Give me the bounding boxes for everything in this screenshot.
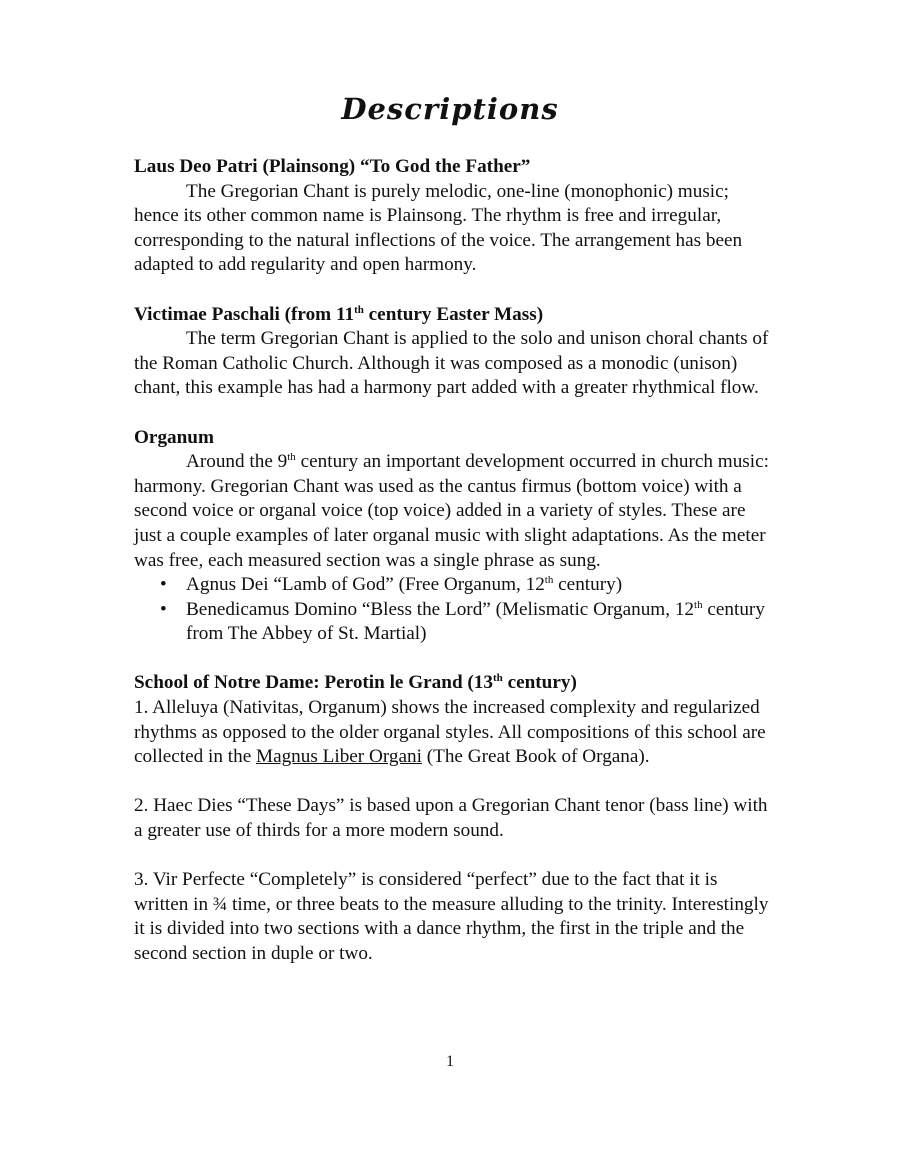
spacer: [134, 278, 774, 303]
superscript: th: [493, 672, 503, 685]
superscript: th: [354, 303, 364, 316]
heading-text: Victimae Paschali (from 11: [134, 303, 355, 325]
notre-dame-item-2: 2. Haec Dies “These Days” is based upon a Gregorian Chant tenor (bass line) with a greater use of thirds for a more modern sound.: [134, 795, 768, 842]
superscript: th: [544, 574, 554, 587]
spacer: [134, 844, 774, 869]
notre-dame-item-3: 3. Vir Perfecte “Completely” is considered “perfect” due to the fact that it is written in ¾ time, or three beats to the measure alluding to the trinity. Interestingly it is divided into two sections with a dance rhythm, the first in the triple and the second section in duple or two.: [134, 869, 769, 964]
section-heading-organum: Organum: [134, 426, 214, 448]
section-heading-notre-dame: [134, 671, 774, 696]
list-item-text: Agnus Dei “Lamb of God” (Free Organum, 12: [186, 574, 545, 596]
section-body-victimae-paschali: The term Gregorian Chant is applied to the solo and unison choral chants of the Roman Catholic Church. Although it was composed as a monodic (unison) chant, this example has had a harmony part added with a greater rhythmical flow.: [134, 328, 769, 399]
bullet-icon: •: [160, 574, 167, 596]
body-text: 1. Alleluya (Nativitas, Organum) shows the increased complexity and regularized rhythms as opposed to the older organal styles. All compositions of this school are collected in the: [134, 697, 766, 768]
section-heading-laus-deo-patri: Laus Deo Patri (Plainsong) “To God the Father”: [134, 156, 531, 177]
heading-text: century Easter Mass): [363, 303, 544, 325]
book-title: Magnus Liber Organi: [256, 746, 422, 768]
superscript: th: [694, 598, 703, 611]
organum-examples-list: [134, 573, 774, 647]
page-number: 1: [446, 1053, 454, 1070]
heading-text: School of Notre Dame: Perotin le Grand (13: [134, 672, 493, 694]
list-item-text: century from The Abbey of St. Martial): [186, 598, 765, 645]
list-item-text: Benedicamus Domino “Bless the Lord” (Melismatic Organum, 12: [186, 598, 695, 620]
bullet-icon: •: [160, 598, 167, 620]
body-text: Around the 9: [186, 451, 288, 473]
section-heading-victimae-paschali: [134, 303, 774, 328]
notre-dame-item-1: [134, 696, 774, 770]
body-text: (The Great Book of Organa).: [421, 746, 650, 768]
heading-text: century): [502, 672, 577, 694]
spacer: [134, 647, 774, 672]
document-body: [134, 155, 774, 967]
spacer: [134, 401, 774, 426]
list-item: [160, 573, 774, 598]
superscript: th: [287, 451, 296, 464]
page-title: Descriptions: [341, 92, 559, 126]
list-item-text: century): [553, 574, 623, 596]
spacer: [134, 770, 774, 795]
section-body-laus-deo-patri: The Gregorian Chant is purely melodic, one-line (monophonic) music; hence its other common name is Plainsong. The rhythm is free and irregular, corresponding to the natural inflections of the voice. The arrangement has been adapted to add regularity and open harmony.: [134, 180, 743, 276]
list-item: [160, 598, 774, 647]
section-body-organum: [134, 450, 774, 573]
body-text: century an important development occurred in church music: harmony. Gregorian Chant was used as the cantus firmus (bottom voice) with a second voice or organal voice (top voice) added in a variety of styles. These are just a couple examples of later organal music with slight adaptations. As the meter was free, each measured section was a single phrase as sung.: [134, 451, 769, 571]
